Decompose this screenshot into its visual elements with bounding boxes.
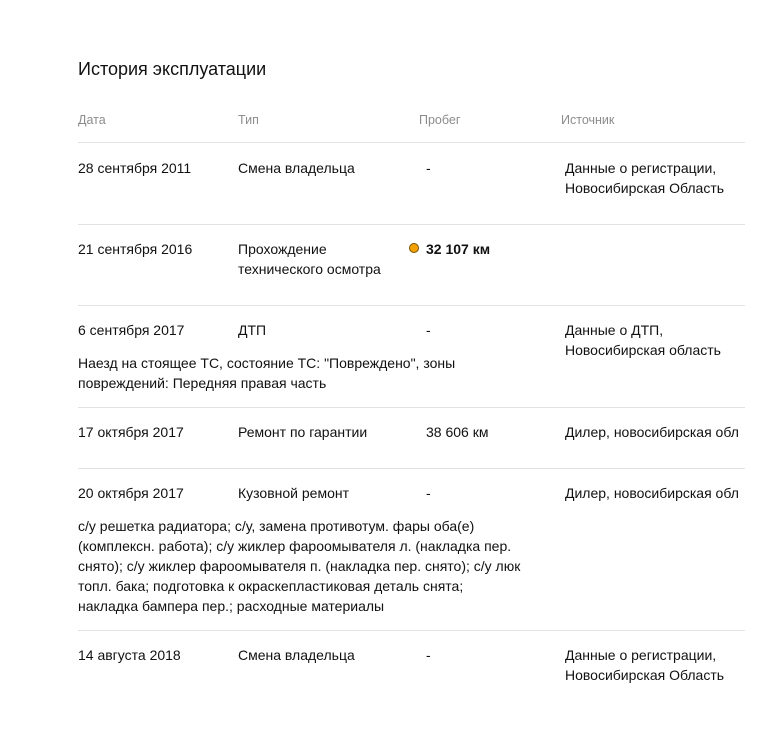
row-divider <box>78 224 745 225</box>
row-mileage: - <box>426 160 431 176</box>
row-type: ДТП <box>238 322 267 338</box>
row-source: Дилер, новосибирская обл <box>565 485 739 501</box>
row-source: Данные о регистрации, <box>565 160 717 176</box>
row-divider <box>78 468 745 469</box>
orange-dot-icon <box>409 243 419 253</box>
row-mileage: - <box>426 322 431 338</box>
column-header-type: Тип <box>238 113 259 127</box>
description-line: с/у решетка радиатора; с/у, замена противотум. фары оба(е) <box>78 518 475 534</box>
row-description <box>78 353 455 393</box>
description-line: накладка бампера пер.; расходные материалы <box>78 598 385 614</box>
row-source: Дилер, новосибирская обл <box>565 424 739 440</box>
column-header-source: Источник <box>561 113 615 127</box>
row-type: Прохождение <box>238 241 327 257</box>
row-mileage: - <box>426 485 431 501</box>
row-date: 17 октября 2017 <box>78 424 184 440</box>
row-mileage: 38 606 км <box>426 424 489 440</box>
row-divider <box>78 407 745 408</box>
row-source: Данные о ДТП, <box>565 322 664 338</box>
description-line: топл. бака; подготовка к окраскепластиковая деталь снята; <box>78 578 464 594</box>
row-source: Данные о регистрации, <box>565 647 717 663</box>
row-divider <box>78 305 745 306</box>
description-line: Наезд на стоящее ТС, состояние ТС: "Повреждено", зоны <box>78 355 456 371</box>
row-date: 28 сентября 2011 <box>78 160 192 176</box>
column-header-mileage: Пробег <box>419 113 461 127</box>
row-description <box>78 516 520 616</box>
row-source: Новосибирская Область <box>565 180 725 196</box>
row-type: Смена владельца <box>238 160 355 176</box>
column-header-date: Дата <box>78 113 106 127</box>
header-divider <box>78 142 745 143</box>
row-date: 14 августа 2018 <box>78 647 181 663</box>
description-line: снято); с/у жиклер фароомывателя п. (накладка пер. снято); с/у люк <box>78 558 521 574</box>
row-date: 21 сентября 2016 <box>78 241 193 257</box>
page-title: История эксплуатации <box>78 59 267 79</box>
description-line: повреждений: Передняя правая часть <box>78 375 327 391</box>
row-type: Кузовной ремонт <box>238 485 349 501</box>
row-mileage: - <box>426 647 431 663</box>
description-line: (комплексн. работа); с/у жиклер фароомывателя л. (накладка пер. <box>78 538 512 554</box>
row-type: технического осмотра <box>238 261 381 277</box>
row-type: Смена владельца <box>238 647 355 663</box>
row-type: Ремонт по гарантии <box>238 424 368 440</box>
row-mileage: 32 107 км <box>426 241 491 257</box>
row-date: 20 октября 2017 <box>78 485 184 501</box>
row-source: Новосибирская Область <box>565 667 725 683</box>
row-source: Новосибирская область <box>565 342 721 358</box>
row-date: 6 сентября 2017 <box>78 322 185 338</box>
row-divider <box>78 630 745 631</box>
